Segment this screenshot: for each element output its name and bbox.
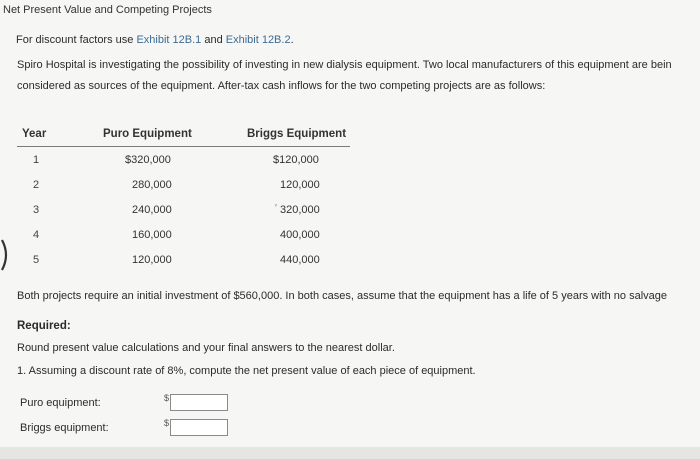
table-row-puro: 120,000 — [132, 254, 172, 266]
table-row-puro: 240,000 — [132, 204, 172, 216]
table-row-briggs: $120,000 — [273, 154, 319, 166]
exhibit-12b2-link[interactable]: Exhibit 12B.2 — [225, 34, 291, 46]
table-row-puro: 280,000 — [132, 179, 172, 191]
table-row-year: 5 — [33, 254, 40, 266]
table-row-puro: 160,000 — [132, 229, 172, 241]
table-row-briggs: 120,000 — [280, 179, 320, 191]
header-briggs: Briggs Equipment — [247, 128, 347, 140]
exhibit-12b1-link[interactable]: Exhibit 12B.1 — [136, 34, 202, 46]
header-year: Year — [22, 128, 47, 140]
discount-factor-note — [16, 34, 294, 46]
puro-npv-input[interactable] — [170, 394, 228, 411]
table-row-puro: $320,000 — [125, 154, 171, 166]
table-row-briggs: 320,000 — [280, 204, 320, 216]
briggs-equipment-label: Briggs equipment: — [20, 422, 109, 434]
briggs-currency-symbol: $ — [164, 418, 170, 428]
required-label: Required: — [17, 320, 71, 332]
table-row-briggs: 440,000 — [280, 254, 320, 266]
table-row-year: 1 — [33, 154, 40, 166]
and-text: and — [201, 34, 226, 46]
intro-line-1: Spiro Hospital is investigating the possibility of investing in new dialysis equipment. Two local manufacturers of this equipment are bein — [17, 59, 672, 71]
puro-equipment-label: Puro equipment: — [20, 397, 101, 409]
left-bracket-icon — [0, 238, 12, 272]
pen-mark-icon: ′ — [275, 203, 277, 214]
header-divider — [17, 146, 350, 147]
page-title: Net Present Value and Competing Projects — [3, 4, 212, 16]
investment-note: Both projects require an initial investment of $560,000. In both cases, assume that the equipment has a life of 5 years with no salvage — [17, 290, 667, 302]
intro-line-2: considered as sources of the equipment. After-tax cash inflows for the two competing projects are as follows: — [17, 80, 546, 92]
discount-prefix: For discount factors use — [16, 34, 137, 46]
table-row-year: 3 — [33, 204, 40, 216]
table-row-briggs: 400,000 — [280, 229, 320, 241]
header-puro: Puro Equipment — [103, 128, 192, 140]
bottom-divider — [0, 447, 700, 459]
question-1: 1. Assuming a discount rate of 8%, compute the net present value of each piece of equipment. — [17, 365, 476, 377]
table-row-year: 2 — [33, 179, 40, 191]
puro-currency-symbol: $ — [164, 393, 170, 403]
briggs-npv-input[interactable] — [170, 419, 228, 436]
rounding-instruction: Round present value calculations and your final answers to the nearest dollar. — [17, 342, 395, 354]
table-row-year: 4 — [33, 229, 40, 241]
period-text: . — [290, 34, 294, 46]
